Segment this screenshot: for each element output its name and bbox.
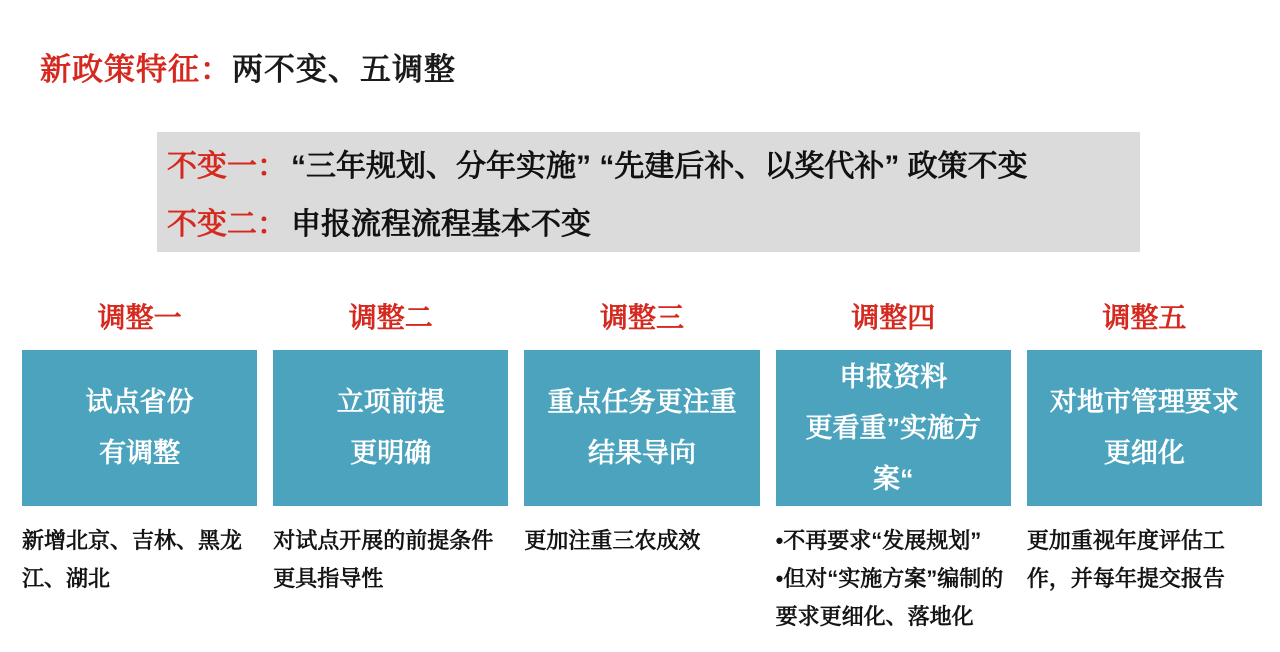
adjustment-column-1	[22, 302, 257, 636]
adjustment-notes	[22, 522, 257, 598]
adjustment-box-line: 结果导向	[588, 438, 696, 468]
adjustment-header: 调整四	[851, 302, 936, 333]
adjustment-header: 调整二	[348, 302, 433, 333]
adjustment-notes	[273, 522, 508, 598]
adjustment-box-line: 案“	[872, 463, 914, 494]
adjustment-box	[776, 350, 1011, 506]
unchanged-panel	[157, 132, 1140, 252]
adjustment-box-line: 对地市管理要求	[1049, 387, 1239, 417]
adjustment-header: 调整五	[1102, 302, 1187, 333]
adjustment-box-line: 更细化	[1103, 438, 1185, 468]
adjustment-box	[524, 350, 759, 506]
unchanged-item-text: “三年规划、分年实施” “先建后补、以奖代补” 政策不变	[291, 150, 1028, 183]
adjustment-box-line: 有调整	[99, 438, 181, 468]
adjustment-notes	[524, 522, 759, 560]
title-main: 两不变、五调整	[232, 52, 456, 87]
unchanged-item-label: 不变一：	[167, 150, 287, 183]
unchanged-item-text: 申报流程流程基本不变	[291, 208, 591, 241]
adjustment-column-3	[524, 302, 759, 636]
adjustment-header: 调整一	[97, 302, 182, 333]
adjustment-notes	[776, 522, 1011, 636]
adjustment-columns	[22, 302, 1262, 636]
adjustment-box-line: 申报资料	[839, 361, 948, 392]
adjustment-box-line: 重点任务更注重	[547, 387, 737, 417]
adjustment-note: 更加重视年度评估工作，并每年提交报告	[1026, 528, 1225, 591]
unchanged-item-2	[167, 208, 1134, 242]
adjustment-box-line: 更明确	[350, 438, 432, 468]
title-prefix: 新政策特征：	[40, 52, 232, 87]
adjustment-note: 对试点开展的前提条件更具指导性	[273, 528, 494, 591]
adjustment-note: 更加注重三农成效	[524, 528, 701, 553]
adjustment-header: 调整三	[600, 302, 685, 333]
adjustment-note: •不再要求“发展规划”	[775, 528, 982, 553]
page-title	[40, 44, 456, 89]
adjustment-box	[273, 350, 508, 506]
adjustment-notes	[1027, 522, 1262, 598]
adjustment-note: •但对“实施方案”编制的要求更细化、落地化	[775, 566, 1004, 629]
adjustment-box	[22, 350, 257, 506]
adjustment-box-line: 试点省份	[85, 387, 194, 417]
unchanged-item-1	[167, 150, 1134, 184]
unchanged-item-label: 不变二：	[167, 208, 287, 241]
adjustment-column-2	[273, 302, 508, 636]
adjustment-column-4	[776, 302, 1011, 636]
adjustment-box-line: 更看重”实施方	[805, 412, 981, 443]
adjustment-note: 新增北京、吉林、黑龙江、湖北	[22, 528, 243, 591]
adjustment-box-line: 立项前提	[336, 387, 445, 417]
adjustment-column-5	[1027, 302, 1262, 636]
adjustment-box	[1027, 350, 1262, 506]
